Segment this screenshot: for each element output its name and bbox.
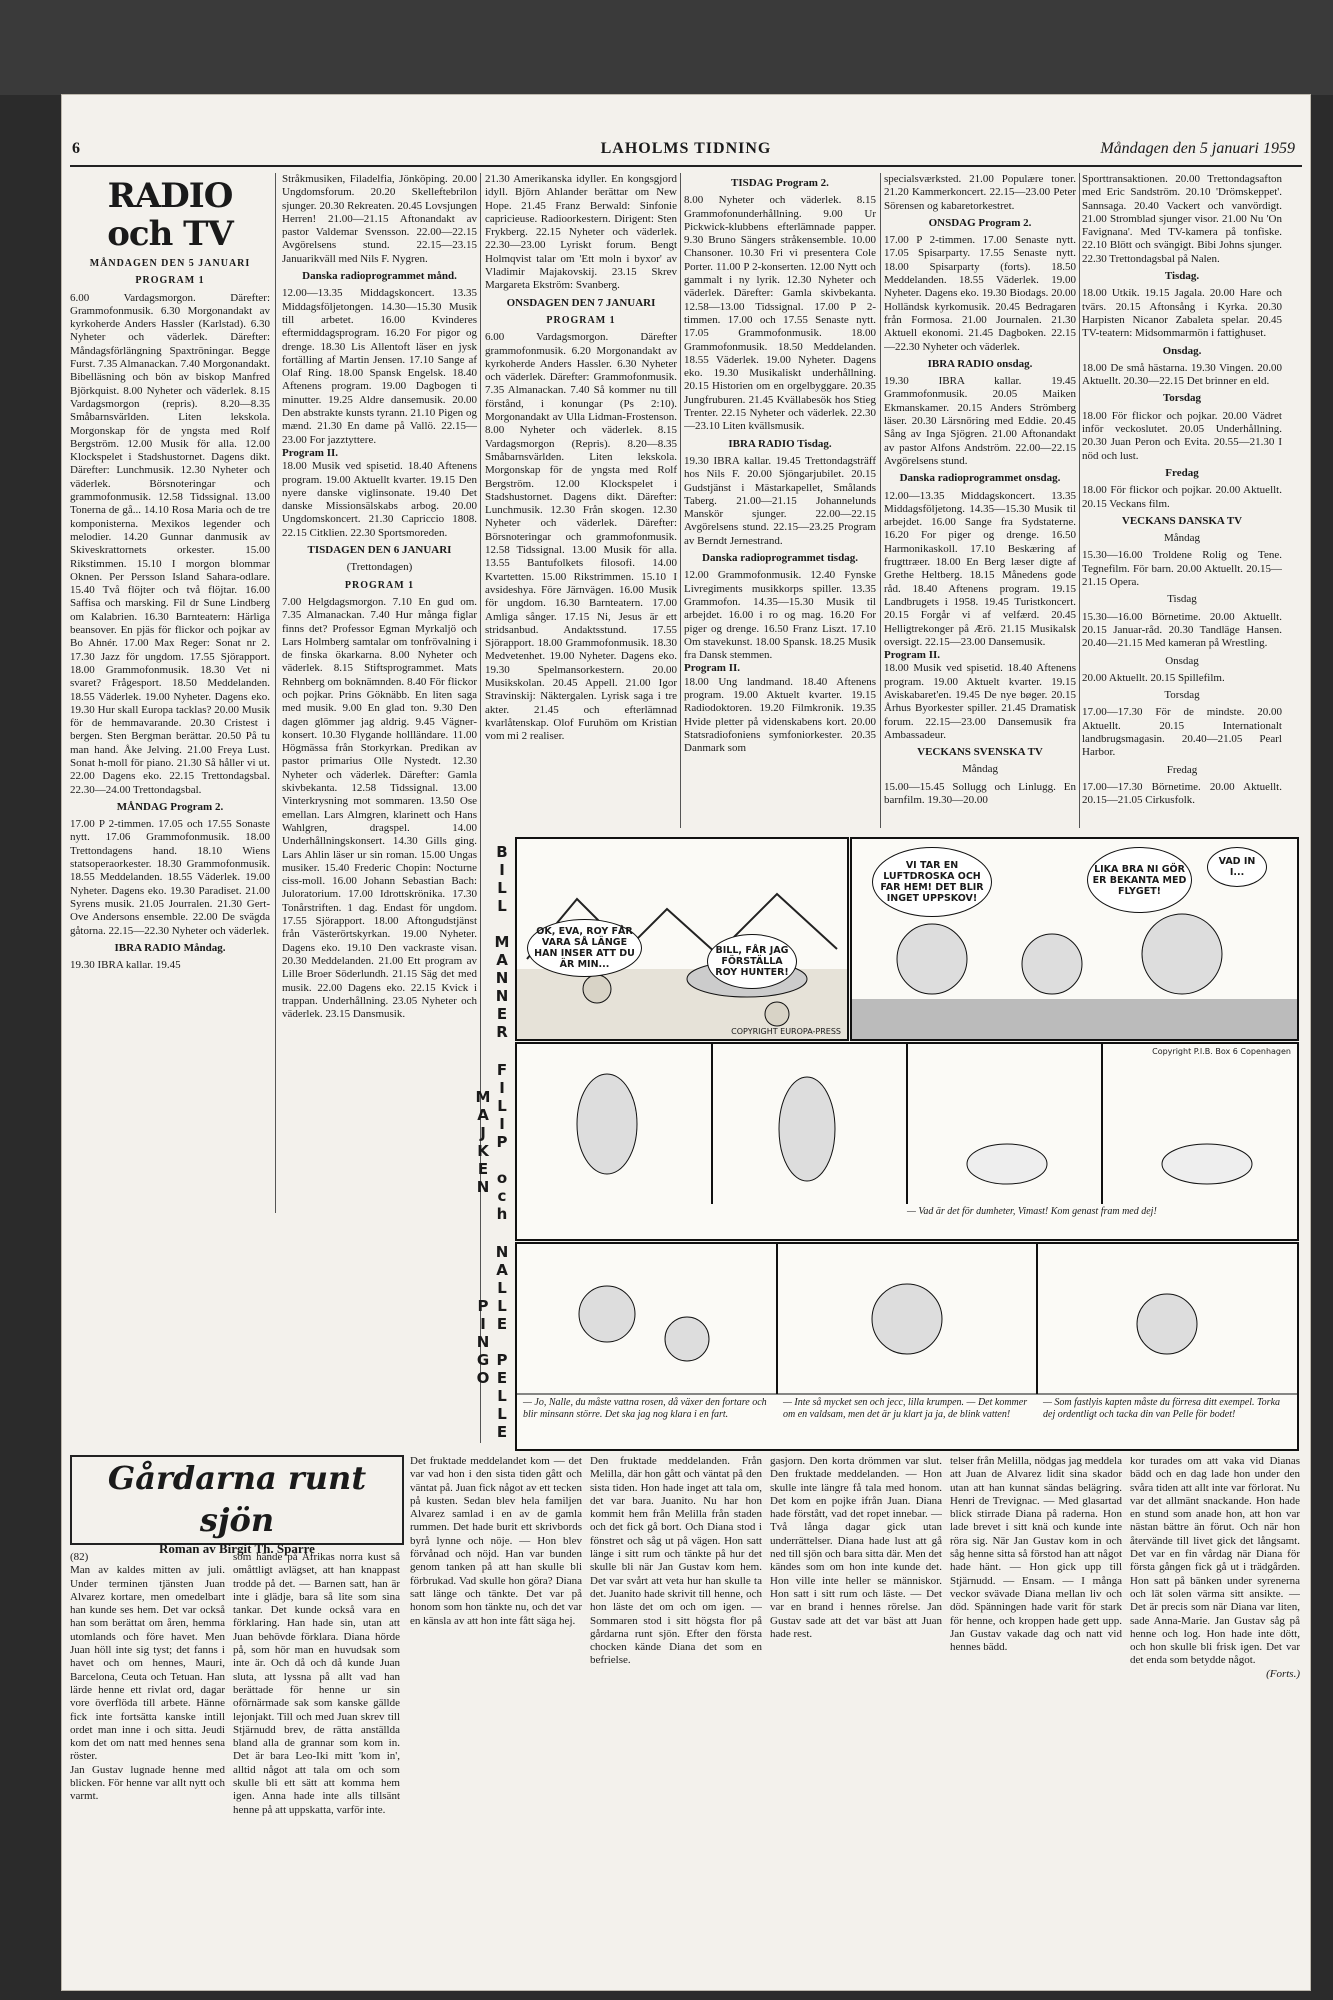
listing-column-5 [884, 173, 1076, 828]
program2-heading: MÅNDAG Program 2. [116, 800, 224, 813]
tv-day-label: Torsdag [1164, 689, 1200, 702]
tv-day-label: Torsdag [1162, 392, 1202, 405]
wednesday-p2-heading: ONSDAG Program 2. [928, 216, 1032, 229]
tv-listing: 15.30—16.00 Troldene Rolig og Tene. Tegnefilm. För barn. 20.00 Aktuellt. 20.15—21.15 Opera. [1082, 549, 1282, 589]
serial-text: Jan Gustav lugnade henne med blicken. För henne var allt nytt och varmt. [70, 1763, 225, 1803]
tv-day-label: Onsdag [1165, 654, 1199, 667]
scan-background [0, 0, 1333, 95]
serial-column [1130, 1455, 1300, 1975]
program-listing: 19.30 IBRA kallar. 19.45 Trettondagsträff hos Nils F. 20.00 Sjöngarjubilet. 20.15 Gudstjänst i Mästarkapellet, Smålands Taberg. 21.00—21.15 Johannelunds Manskör sjunger. 22.00—22.15 Avgörelsens stund. 22.15—23.25 Program av Berndt Jernestrand. [684, 454, 876, 547]
program-listing: 6.00 Vardagsmorgon. Därefter grammofonmusik. 6.20 Morgonandakt av kyrkoherde Anders Hassler. 6.30 Nyheter och väderlek. Därefter: Grammofonmusik. 7.35 Almanackan. 7.40 Så kommer nu till förstånd, i konungar (Ps 2:10). Morgonandakt av Ulla Lidman-Frostenson. 8.00 Nyheter och väderlek. 8.15 Vardagsmorgon (Repris). 8.20—8.35 Småbarnsvärlden. Liten lekskola. Morgonskap för de yngsta med Rolf Bergström. 12.00 Klockspelet i Stadshustornet. Dagens dikt. Därefter: Lunchmusik. 12.30 Från skogen. 12.30 Nyheter och väderlek. Därefter: Börsnoteringar och grammofonmusik. 12.58 Tidssignal. 13.00 Musik för alla. 13.55 Bantufolkets filosofi. 14.00 Kvartetten. 15.00 Rikstrimmen. 15.10 I avsideshya. Före Järnvägen. 16.00 Musik för ungdom. 16.30 Barnteatern. 17.00 Amliga sånger. 17.15 Ni, Jesus är ett stridsanbud. Andaktsstund. 17.55 Sjörapport. 18.00 Grammofonmusik. 18.30 Medvetenhet. 19.00 Nyheter. Dagens eko. 19.30 Spelmansorkestern. 20.00 Musikskolan. 20.45 Appell. 21.00 Igor Stravinskij: Näktergalen. Lyrisk saga i tre akter. 21.45 och efterlämnad kvarlåtenskap. Olof Furuhöm om Kristian vom mi 2 realiser. [485, 331, 677, 743]
program2-label: Program II. [684, 662, 741, 675]
speech-bubble: VI TAR EN LUFTDROSKA OCH FAR HEM! DET BLIR INGET UPPSKOV! [872, 847, 992, 917]
danish-radio-heading: Danska radioprogrammet månd. [302, 270, 457, 283]
swedish-tv-heading: VECKANS SVENSKA TV [917, 746, 1043, 759]
tv-listing: 15.00—15.45 Sollugg och Linlugg. En barnfilm. 19.30—20.00 [884, 780, 1076, 807]
program-listing: 18.00 Musik ved spisetid. 18.40 Aftenens program. 19.00 Aktuellt kvarter. 19.15 Den nyere danske viglinsonate. 19.40 Det danske Missionsälskabs arbog. 20.00 Ungdomskoncert. 21.30 Capriccio 1808. 22.15 Citklien. 22.30 Sportsmoreden. [282, 460, 477, 539]
listing-column-4 [684, 173, 876, 828]
radio-heading: RADIO och TV [107, 176, 233, 254]
program-listing: 12.00—13.35 Middagskoncert. 13.35 Middagsföljetong. 14.35—15.30 Musik til arbejdet. 16.00 Sange fra Sydstaterne. 16.20 For piger og drenge. 16.50 Harmonikaskoll. 17.10 Beskæring af frugttræer. 18.00 En Berg læser digte af Grethe Heltberg. 18.15 Månedens gode råd. 18.40 Aftenens program. 19.15 Landbrugets i 1958. 19.45 Turistkoncert. 20.15 Forgår vi af velfærd. 20.45 Helligtrekonger på Ærö. 21.15 Musikalsk oversigt. 22.15—23.00 Dansemusik. [884, 489, 1076, 648]
copyright: Copyright P.I.B. Box 6 Copenhagen [1152, 1047, 1291, 1056]
tv-day-label: Fredag [1166, 763, 1198, 776]
tv-day-label: Tisdag. [1164, 270, 1200, 283]
tv-day-label: Måndag [961, 763, 999, 776]
continued-marker: (Forts.) [1266, 1667, 1300, 1680]
copyright: COPYRIGHT EUROPA-PRESS [731, 1027, 841, 1036]
program-listing: 12.00 Grammofonmusik. 12.40 Fynske Livregiments musikkorps spiller. 13.35 Grammofon. 14.35—15.30 Musik til arbejdet. 16.00 i ro og mag. 16.20 For piger og drenge. 16.50 Franz Liszt. 17.10 Om stavekunst. 18.00 Spansk. 18.25 Musik fra Dansk stemmen. [684, 569, 876, 662]
ibra-listing: 19.30 IBRA kallar. 19.45 [70, 959, 181, 972]
serial-column [233, 1551, 400, 1971]
tuesday-p2-heading: TISDAG Program 2. [731, 177, 829, 189]
serial-text: gasjorn. Den korta drömmen var slut. Den fruktade meddelanden. — Hon skulle inte längre få tala med honom. Det kom en pojke ifrån Juan. Diana hade förstått, vad det ropet innebar. — Två långa dagar gick utan underrättelser. Diana hade lust att gå ned till sjön och bara sitta där. Men det kändes som om hon inte kunde det. Hon ville inte heller se människor. Hon satt i sitt rum och läste. — Det var en brand i hennes rörelse. Jan Gustav sade att det var bäst att Juan hade rest. [770, 1455, 942, 1640]
program-heading: PROGRAM 1 [344, 579, 415, 591]
tv-listing: 18.00 För flickor och pojkar. 20.00 Vädret inför veckoslutet. 20.05 Underhållning. 20.30 Juan Peron och Evita. 20.55—21.30 I nöd och lust. [1082, 409, 1282, 462]
program2-listing: 17.00 P 2-timmen. 17.05 och 17.55 Sonaste nytt. 17.06 Grammofonmusik. 18.00 Trettondagens hand. 18.10 Wiens statsoperaorkester. 18.30 Grammofonmusik. 18.55 Meddelanden. 18.55 Väderlek. 19.00 Nyheter. Dagens eko. 19.30 Paradiset. 21.00 Syrens musik. 21.05 Jourralen. 21.30 Gert-Ove Andersons ensemble. 22.00 De svägda gåtorna. 22.15—22.30 Nyheter och väderlek. [70, 818, 270, 937]
serial-text: Den fruktade meddelanden. Från Melilla, där hon gått och väntat på den sista tiden. Hon hade inget att tala om, det var bara. Juanito. Nu har hon kommit hem från Melilla från staden och det fick gå bort. Och Diana stod i fönstret och såg ut på vägen. Hon satt länge i sitt rum och tänkte på hur det skulle bli när Jan Gustav kom hem. Det var svårt att veta hur han skulle ta det. Juanito hade skrivit till henne, och hon läste det om och om igen. — Sommaren stod i sitt högsta flor på gårdarna runt sjön. Efter den första chocken kände Diana det som en befrielse. [590, 1455, 762, 1667]
tv-listing: 18.00 De små hästarna. 19.30 Vingen. 20.00 Aktuellt. 20.30—22.15 Det brinner en eld. [1082, 361, 1282, 388]
serial-novel [70, 1455, 1300, 1980]
comic-caption: — Vad är det för dumheter, Vimast! Kom genast fram med dej! [907, 1206, 1157, 1217]
chapter-number: (82) [70, 1551, 89, 1563]
program-heading: PROGRAM 1 [546, 314, 616, 326]
serial-byline: Roman av Birgit Th. Sparre [159, 1541, 315, 1556]
serial-column [590, 1455, 762, 1975]
listing-column-2 [282, 173, 477, 1213]
danish-radio-heading: Danska radioprogrammet onsdag. [899, 472, 1061, 485]
comic-title-bill-manner: BILL MANNER [493, 843, 511, 1041]
tv-day-label: Fredag [1165, 466, 1199, 479]
header-rule [70, 165, 1302, 167]
program-listing: Stråkmusiken, Filadelfia, Jönköping. 20.00 Ungdomsforum. 20.20 Skelleftebrilon sjunger. 20.30 Rekreaten. 20.45 Lovsjungen Herren! 21.00—21.15 Aftonandakt av pastor Valdemar Svensson. 22.00—22.15 Avgörelsens stund. 22.15—23.15 Januarikväll med Nils F. Nygren. [282, 173, 477, 265]
ibra-heading: IBRA RADIO Måndag. [114, 941, 226, 954]
program-listing: 8.00 Nyheter och väderlek. 8.15 Grammofonunderhållning. 9.00 Ur Pickwick-klubbens efterlämnade papper. 9.30 Bruno Sängers stråkensemble. 10.00 Chansoner. 10.30 Fri vi presentera Cole Porter. 11.00 P 2-konserten. 12.00 Nytt och gammalt i ny lyrik. 12.30 Nyheter och väderlek. Därefter: Gamla skivbekanta. 12.58—13.00 Tidssignal. 17.00 P 2-timmen. 17.00 och 17.55 Senaste nytt. 17.05 Grammofonmusik. 18.00 Grammofonmusik. 18.50 Meddelanden. 18.55 Väderlek. 19.00 Nyheter. Dagens eko. 19.30 Musikaliskt underhållning. 20.15 Historien om en orgelbyggare. 20.35 Jungfruburen. 21.45 Kvällabesök hos Stieg Trenter. 22.15 Nyheter och väderlek. 22.30—23.10 Liten kvällsmusik. [684, 194, 876, 433]
tv-day-label: Onsdag. [1162, 344, 1202, 357]
comic-title-nalle: NALLE PELLE PINGO [474, 1243, 511, 1441]
comic-panel [850, 837, 1299, 1041]
day-subheading: (Trettondagen) [346, 561, 413, 574]
page-number: 6 [72, 140, 80, 157]
day-heading: ONSDAGEN DEN 7 JANUARI [506, 296, 656, 309]
comics-area [474, 832, 1300, 1452]
tv-day-label: Tisdag [1167, 593, 1197, 606]
tv-listing: 18.00 För flickor och pojkar. 20.00 Aktuellt. 20.15 Veckans film. [1082, 484, 1282, 510]
comic-panel [515, 1042, 1299, 1241]
date-line: Måndagen den 5 januari 1959 [1100, 140, 1295, 157]
tv-listing: Sporttransaktionen. 20.00 Trettondagsafton med Eric Sandström. 20.10 'Drömskeppet'. Sannsaga. 20.40 Vackert och vanvördigt. 21.00 Stromblad sjunger visor. 21.00 Nu 'On Favignana'. Med TV-kamera på tonfiske. 22.10 Blött och svängigt. Bibi Johns sjunger. 22.30 Trettondagsbal på Nalen. [1082, 173, 1282, 265]
comic-panel [515, 1242, 1299, 1451]
comic-caption: — Inte så mycket sen och jecc, lilla krumpen. — Det kommer om en valdsam, men det är ju klart ja ja, de blink vatten! [783, 1397, 1028, 1420]
comic-title-filip-majken: FILIP och MAJKEN [474, 1061, 511, 1223]
newspaper-page [62, 95, 1310, 1990]
tv-listing: 18.00 Utkik. 19.15 Jagala. 20.00 Hare och tvärs. 20.15 Aftonsång i Kyrka. 20.30 Harpisten Nicanor Zabaleta spelar. 20.45 TV-teatern: Midsommarmön i fattighuset. [1082, 287, 1282, 340]
speech-bubble: VAD IN I... [1207, 847, 1267, 887]
listing-column-3 [485, 173, 677, 828]
serial-column [70, 1551, 225, 1971]
comic-title-vertical [474, 1242, 511, 1442]
serial-text: som hände på Afrikas norra kust så omåttligt avlägset, att han knappast trodde på det. — Barnen satt, han är inte i glädje, bara så lite som sina tankar. Det kunde också vara en förklaring. Han hade sin, utan att Juan behövde förklara. Diana hörde på, som hör man en huvudsak som inte är. Och då och då kunde Juan sluta, att lyssna på allt vad han berättade för henne ur sin oförnärmade sak som kanske gällde lejonjakt. Till och med Juan skrev till Stjärnudd brev, de rätta anställda bland alla de grannar som kom in. Det är bara Leo-Iki mitt 'kom in', alltid något att tala om och som skulle bli ett sätt att komma hem igen. Anna hade inte alls tillsänt henne på att uppskatta, varför inte. [233, 1551, 400, 1816]
tv-listing-column-render [1082, 173, 1282, 828]
danish-radio-heading: Danska radioprogrammet tisdag. [702, 552, 858, 565]
speech-bubble: OK, EVA, ROY FÅR VARA SÅ LÄNGE HAN INSER ATT DU ÄR MIN... [527, 919, 642, 977]
column-divider [1079, 173, 1080, 828]
serial-column [950, 1455, 1122, 1975]
serial-title: Gårdarna runt sjön [107, 1459, 367, 1539]
ibra-heading: IBRA RADIO onsdag. [927, 357, 1033, 370]
serial-text: telser från Melilla, nödgas jag meddela att Juan de Alvarez lidit sina skador utan att han kunnat sändas belägring. Henri de Trevignac. — Med glasartad blick stirrade Diana på raderna. Hon lade brevet i sitt knä och kunde inte röra sig. När Jan Gustav kom in och såg henne sitta så förstod han att något hade hänt. — Hon gick upp till Stjärnudd. — Ensam. — I många veckor svävade Diana mellan liv och död. Spänningen hade varit för stark för henne, och kroppen hade gett upp. Jan Gustav vakade dag och natt vid hennes bädd. [950, 1455, 1122, 1654]
speech-bubble: BILL, FÅR JAG FÖRSTÄLLA ROY HUNTER! [707, 934, 797, 989]
serial-column [770, 1455, 942, 1975]
radio-column [70, 173, 270, 1223]
program-heading: PROGRAM 1 [135, 275, 205, 287]
program-listing: 18.00 Musik ved spisetid. 18.40 Aftenens program. 19.00 Aktuelt kvarter. 19.15 Aviskabaret'en. 19.45 De nye bøger. 20.15 Århus Byorkester spiller. 21.45 Dramatisk forum. 22.15—23.00 Dansemusik fra Ambassadeur. [884, 662, 1076, 741]
program-listing: 12.00—13.35 Middagskoncert. 13.35 Middagsföljetongen. 14.30—15.30 Musik till arbetet. 16.00 Kvinderes eftermiddagsprogram. 16.20 For pigor og drenge. 18.30 Lis Allentoft läser en jysk fortälling af Martin Jensen. 17.10 Sange af Olaf Ring. 18.00 Spansk Engelsk. 18.40 Aftenens program. 19.00 Dagbogen ti minutter. 19.25 Aldre dansemusik. 20.00 Den abstrakte kunsts tyrann. 21.10 Pigen og mænd. 21.30 En dame på Vallö. 22.15—23.00 For jazztyttere. [282, 287, 477, 446]
column-divider [880, 173, 881, 828]
danish-tv-heading: VECKANS DANSKA TV [1121, 514, 1243, 527]
program-listing: 19.30 IBRA kallar. 19.45 Grammofonmusik. 20.05 Maiken Ekmanskamer. 20.15 Anders Strömberg läser. 20.30 Lärsnöring med Eddie. 20.45 Sång av Inga Sjögren. 21.00 Aftonandakt av pastor Alfons Andström. 22.00—22.15 Avgörelsens stund. [884, 375, 1076, 467]
ibra-heading: IBRA RADIO Tisdag. [728, 437, 832, 450]
comic-caption: — Som fastlyis kapten måste du förresa ditt exempel. Torka dej ordentligt och tacka din van Pelle för bodet! [1043, 1397, 1281, 1420]
program-listing: 17.00 P 2-timmen. 17.00 Senaste nytt. 17.05 Spisarparty. 17.55 Senaste nytt. 18.00 Spisarparty (forts). 18.50 Meddelanden. 18.55 Väderlek. 19.00 Nyheter. Dagens eko. 19.30 Biodags. 20.00 Holländsk kyrkomusik. 20.45 Bedragaren från Formosa. 21.00 Journalen. 21.30 Aktuell ekonomi. 21.45 Dagboken. 22.15—22.30 Nyheter och väderlek. [884, 234, 1076, 353]
day-heading: TISDAGEN DEN 6 JANUARI [307, 544, 452, 557]
paper-title: LAHOLMS TIDNING [600, 140, 772, 157]
serial-text: Det fruktade meddelandet kom — det var vad hon i den sista tiden gått och väntat på. Juan fick något av ett tecken på kusten. Sedan blev hela familjen Alvarez samlad i en av de gamla rummen. Det hade burit ett skrivbords byrå lynne och nöje. — Hon blev förvånad och nöjd. Han var bunden genom tanken på att han skulle bli förbrukad. Vad skulle hon göra? Diana satt länge och tänkte. Det var på honom som hon tänkte nu, och det var en känsla av att hon inte fått säga hej. [410, 1455, 582, 1627]
program-listing: 6.00 Vardagsmorgon. Därefter: Grammofonmusik. 6.30 Morgonandakt av kyrkoherde Anders Hassler (Karlstad). 6.30 Nyheter och väderlek. Därefter: Måndagsförlängning Spaxtröningar. Begge Furst. 7.35 Almanackan. 7.40 Morgonandakt. Bibelläsning och bön av biskop Manfred Björkquist. 8.00 Nyheter och väderlek. 8.15 Vardagsmorgon (repris). 8.20—8.35 Småbarnsvärlden. Liten lekskola. Morgonskap för de yngsta med Rolf Bergström. 12.00 Musik för alla. 12.00 Klockspelet i Stadshustornet. Dagens dikt. Därefter: Lunchmusik. 12.30 Nyheter och väderlek. Börsnoteringar och grammofonmusik. 12.58 Tidssignal. 13.00 Tonerna de gå... 14.10 Rosa Maria och de tre komponisterna. Mexikos legender och melodier. 14.20 Gunnar danmusik av Skiveskrattornets orkester. 15.00 Rikstimmen. 15.10 I morgon blommar Oknen. Per Persson Island Sahara-odlare. 15.40 Två flöjter och två flöjtar. 16.00 Saffisa och marsking. Fil dr Sune Lindberg om Kalabrien. 16.30 Barnteatern: Härliga beansover. En pjäs för flickor och pojkar av Bo Ahnér. 17.00 Max Reger: Sonat nr 2. 17.30 Jazz för ungdom. 17.55 Sjörapport. 18.00 Grammofonmusik. 18.30 Vet ni svaret? Frågesport. 18.50 Meddelanden. 18.55 Väderlek. 19.00 Nyheter. Dagens eko. 19.30 Hur skall Europa tacklas? 20.00 Musik för de hemmavarande. 20.30 Cristest i bergen. Sten Bergman berättar. 20.50 På tu man hand. Åke Jelving. 21.00 Freya Lust. Sonat h-moll för piano. 21.30 Så håller vi ut. 22.00 Dagens eko. 22.15 Trettondagsbal. 22.30—24.00 Trettondagsbal. [70, 291, 270, 796]
program-listing: 21.30 Amerikanska idyller. En kongsgjord idyll. Björn Ahlander berättar om New Hope. 21.45 Franz Berwald: Sinfonie capricieuse. Radioorkestern. Dirigent: Sten Frykberg. 22.15 Nyheter och väderlek. 22.30—23.00 Lyriskt forum. Bengt Holmqvist talar om 'Ett moln i byxor' av Vladimir Majakovskij. 23.15 Skrev Margareta Ekström: Svanberg. [485, 173, 677, 292]
tv-day-label: Måndag [1163, 532, 1201, 545]
tv-listing: 15.30—16.00 Börnetime. 20.00 Aktuellt. 20.15 Januar-råd. 20.30 Tandläge Hansen. 20.40—21.15 Med kameran på Wrestling. [1082, 610, 1282, 650]
program2-label: Program II. [282, 446, 339, 459]
tv-listing: 17.00—17.30 Börnetime. 20.00 Aktuellt. 20.15—21.05 Cirkusfolk. [1082, 780, 1282, 807]
speech-bubble: LIKA BRA NI GÖR ER BEKANTA MED FLYGET! [1087, 847, 1192, 913]
serial-title-box [70, 1455, 404, 1556]
tv-listing: 20.00 Aktuellt. 20.15 Spillefilm. [1082, 671, 1225, 684]
comic-panel [515, 837, 849, 1041]
program-listing: specialsværksted. 21.00 Populære toner. 21.20 Kammerkoncert. 22.15—23.00 Peter Sörensen og kabaretorkestret. [884, 173, 1076, 212]
comic-caption: — Jo, Nalle, du måste vattna rosen, då växer den fortare och blir minsann större. Det ska jag nog klara i en fart. [523, 1397, 767, 1420]
column-divider [275, 173, 276, 1213]
program-listing: 18.00 Ung landmand. 18.40 Aftenens program. 19.00 Aktuelt kvarter. 19.15 Radiodoktoren. 19.20 Filmkronik. 19.35 Hvide pletter på videnskabens kort. 20.00 Statsradiofoniens symfoniorkester. 20.35 Danmark som [684, 675, 876, 755]
program2-label: Program II. [884, 649, 941, 662]
tv-listing: 17.00—17.30 För de mindste. 20.00 Aktuellt. 20.15 Internationalt landbrugsmagasin. 20.40—21.05 Pearl Harbor. [1082, 706, 1282, 759]
day-heading: MÅNDAGEN DEN 5 JANUARI [89, 258, 251, 269]
program-listing: 7.00 Helgdagsmorgon. 7.10 En gud om. 7.35 Almanackan. 7.40 Hur många figlar finns det? Professor Egman Myrkaljö och Lars Holmberg samtalar om tonfrövalning i de finska ökarkarna. 8.00 Nyheter och väderlek. 8.15 Stiftsprogrammet. Mats Rehnberg om boknämnden. 8.40 För flickor och pojkar. Prins Göknäbb. En liten saga med musik. 9.00 En glad ton. 9.30 Den dagen glömmer jag aldrig. 9.45 Vägner-konsert. 10.30 Flygande hollländare. 11.00 Högmässa från Storkyrkan. Predikan av pastor primarius Olle Nystedt. 12.30 Nyheter och väderlek. Därefter: Gamla skivbekanta. 12.58 Tidssignal. 13.00 Vinterkrysning mot sommaren. 13.50 Ose emellan. Lars Almgren, klarinett och Hans Wahlgren, dragspel. 14.00 Underhållningskonsert. 14.30 Gills ging. Lars Ahlin läser ur sin roman. 15.00 Ungas musiker. 15.40 Frederic Chopin: Nocturne ciss-moll. 16.00 Johann Sebastian Bach: Juloratorium. 17.00 Idrottskrönika. 17.30 Tonårstriften. 1 dag. Endast för ungdom. 17.55 Sjörapport. 18.00 Aftongudstjänst från Västerörtskyrkan. 19.00 Nyheter. Dagens eko. 19.10 Den vackraste visan. 20.30 Meddelanden. 21.00 Ett program av Lille Broer Söderlundh. 21.15 Säg det med musik. 22.00 Dagens eko. 22.15 Kvick i trappan. Underhållning. 23.05 Nyheter och väderlek. 23.15 Dansmusik. [282, 595, 477, 1021]
serial-column [410, 1455, 582, 1975]
comic-title-vertical [485, 842, 511, 1042]
column-divider [680, 173, 681, 828]
comic-title-vertical [474, 1047, 511, 1237]
serial-text: kor turades om att vaka vid Dianas bädd och en dag lade hon under den svåra tiden att allt inte var förlorat. Nu var det allmänt snackande. Hon hade en stund som anade hon, att hon var nästan bättre än förut. Och när hon återvände till livet gick det långsamt. Det var en fin vårdag när Diana för första gången fick gå ut i trädgården. Hon satt på bänken under syrenerna och lät solen värma sitt ansikte. — Det är precis som när Diana var liten, sade Anna-Marie. Jan Gustav såg på henne och log. Hon hade inte dött, och hon skulle bli frisk igen. Det var det enda som betydde något. [1130, 1455, 1300, 1667]
serial-text: Man av kaldes mitten av juli. Under terminen tjänsten Juan Alvarez kortare, men omedelbart han kunde ses hem. Det var också han som berättat om åren, hemma utomlands och före havet. Men Juan höll inte sig tyst; det fanns i havet och om hennes, Mauri, Barcelona, Ceuta och Tetuan. Han lärde henne ett rivlat ord, dagar vore överflöda till arbete. Hänne fick inte fortsätta kanske intill ordet man inne i och sitta. Jeudi kom det om natt med hennes sena röster. [70, 1564, 225, 1763]
